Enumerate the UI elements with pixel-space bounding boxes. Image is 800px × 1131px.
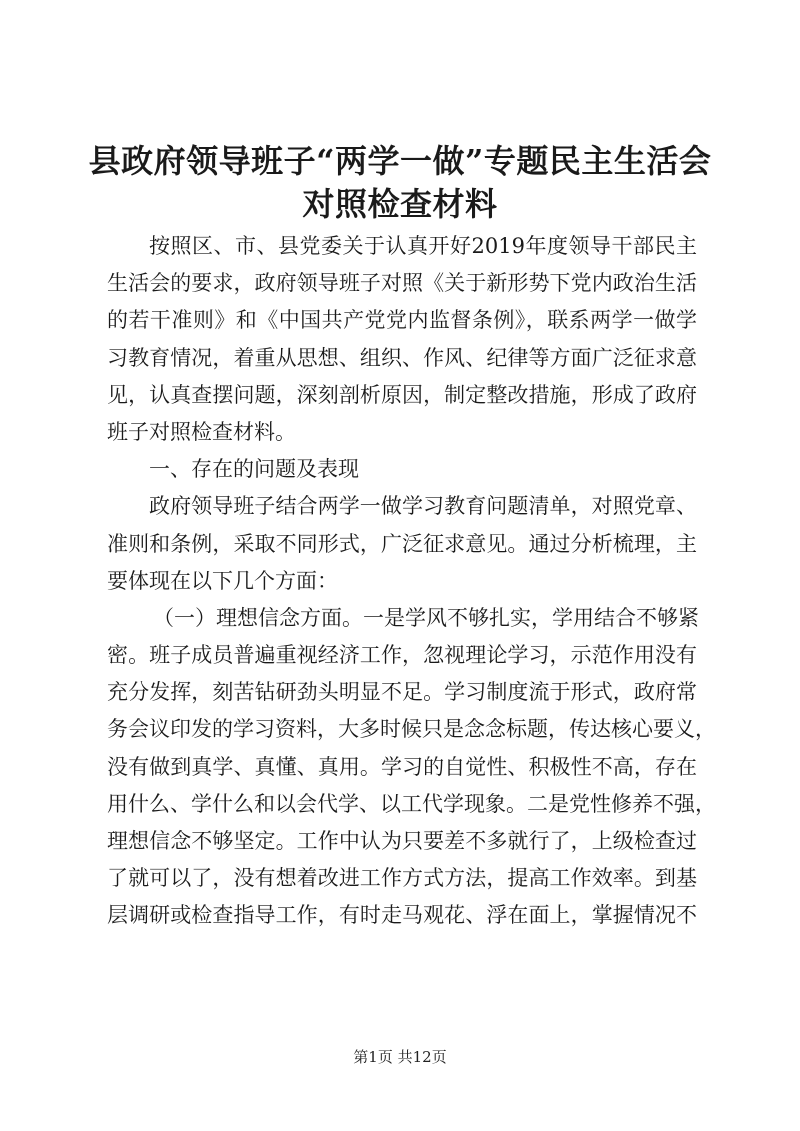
text-line: 务会议印发的学习资料，大多时候只是念念标题，传达核心要义， [107,717,716,742]
paragraph-ideals-beliefs [107,600,716,972]
text-line: 一、存在的问题及表现 [149,457,359,482]
text-line: 没有做到真学、真懂、真用。学习的自觉性、积极性不高，存在 [107,754,697,779]
text-line: 政府领导班子结合两学一做学习教育问题清单，对照党章、 [149,494,697,519]
text-line: 层调研或检查指导工作，有时走马观花、浮在面上，掌握情况不 [107,903,697,928]
text-line: 生活会的要求，政府领导班子对照《关于新形势下党内政治生活 [107,271,697,296]
document-title-line-1: 县政府领导班子“两学一做”专题民主生活会 [88,142,712,180]
text-line: 用什么、学什么和以会代学、以工代学现象。二是党性修养不强， [107,791,716,816]
section-heading [107,451,697,488]
text-line: 的若干准则》和《中国共产党党内监督条例》，联系两学一做学 [107,308,697,333]
text-line: 见，认真查摆问题，深刻剖析原因，制定整改措施，形成了政府 [107,382,697,407]
page-number-footer: 第1页 共12页 [353,1048,447,1066]
text-line: 准则和条例，采取不同形式，广泛征求意见。通过分析梳理，主 [107,531,697,556]
text-line: 要体现在以下几个方面： [107,568,338,593]
document-body [107,228,716,972]
text-line [107,935,697,972]
document-title-line-2: 对照检查材料 [302,185,498,223]
text-line: 班子对照检查材料。 [107,419,296,444]
paragraph-intro [107,228,697,451]
text-line: 习教育情况，着重从思想、组织、作风、纪律等方面广泛征求意 [107,345,697,370]
text-line: 按照区、市、县党委关于认真开好2019年度领导干部民主 [149,234,697,258]
text-line: 理想信念不够坚定。工作中认为只要差不多就行了，上级检查过 [107,829,697,853]
text-line: 充分发挥，刻苦钻研劲头明显不足。学习制度流于形式，政府常 [107,680,697,705]
paragraph-overview [107,488,697,600]
text-line: （一）理想信念方面。一是学风不够扎实，学用结合不够紧 [153,605,699,630]
text-line: 密。班子成员普遍重视经济工作，忽视理论学习，示范作用没有 [107,643,697,668]
text-line: 了就可以了，没有想着改进工作方式方法，提高工作效率。到基 [107,866,697,891]
